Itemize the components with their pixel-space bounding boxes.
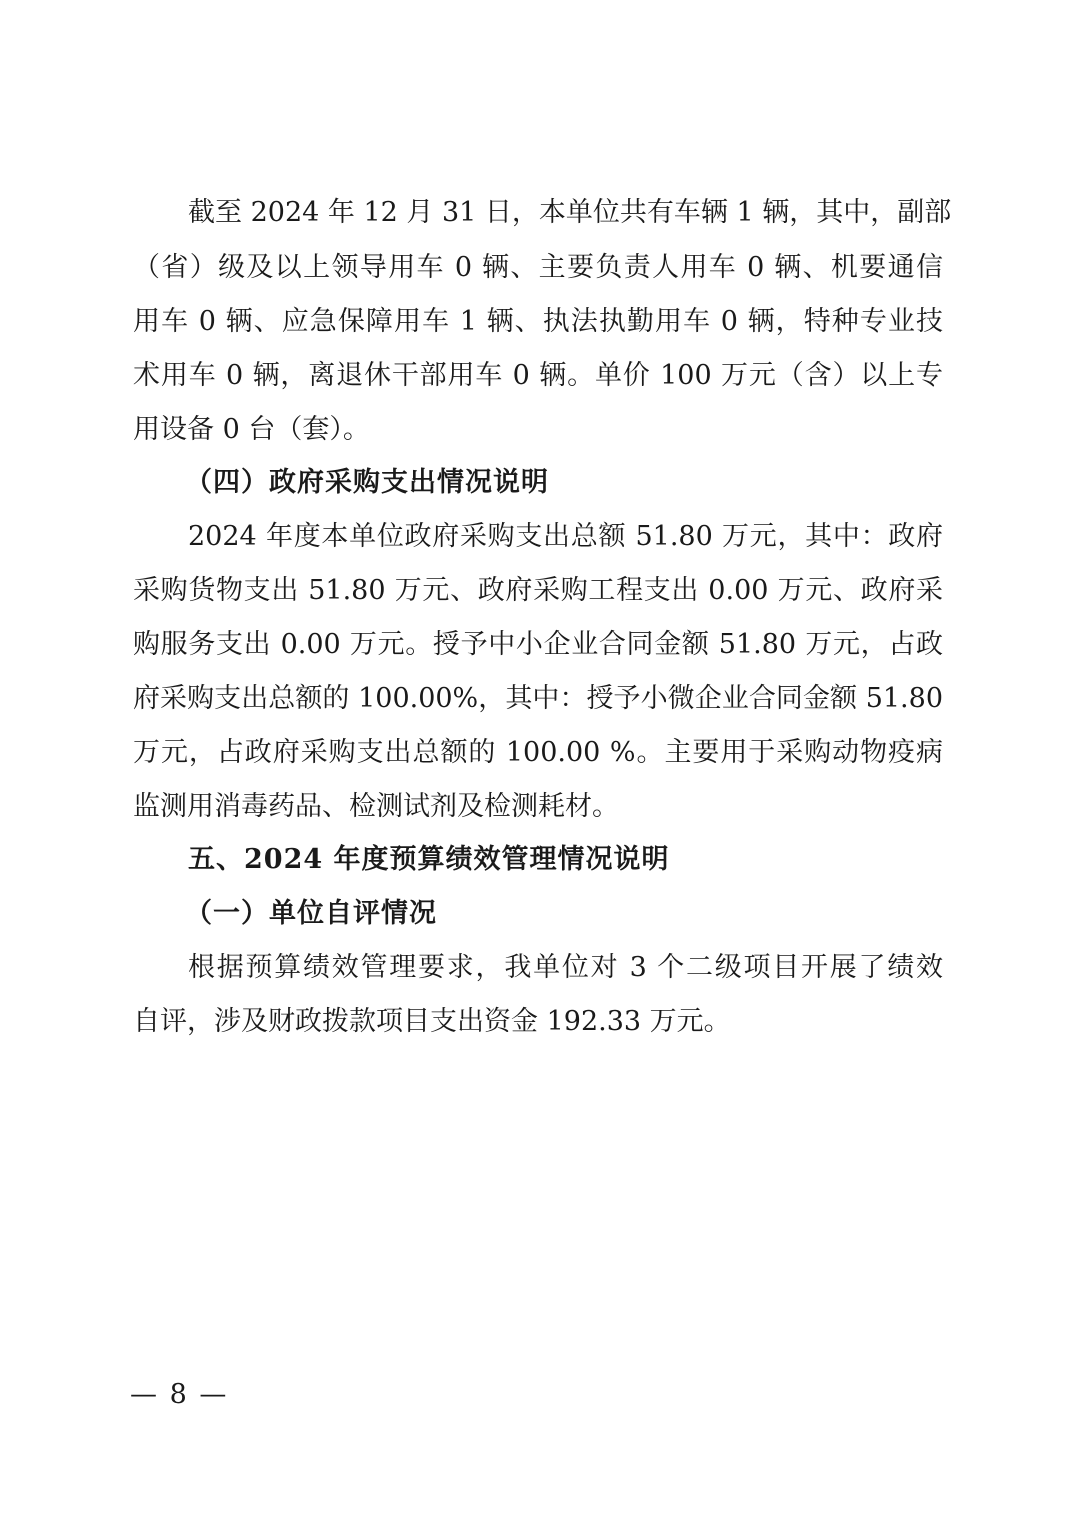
paragraph-line: 自评，涉及财政拨款项目支出资金 192.33 万元。	[133, 1006, 731, 1037]
paragraph-line: （省）级及以上领导用车 0 辆、主要负责人用车 0 辆、机要通信	[133, 252, 943, 283]
paragraph-line: 府采购支出总额的 100.00%，其中：授予小微企业合同金额 51.80	[133, 683, 943, 714]
paragraph-line: 采购货物支出 51.80 万元、政府采购工程支出 0.00 万元、政府采	[133, 575, 943, 606]
paragraph-line: 万元，占政府采购支出总额的 100.00 %。主要用于采购动物疫病	[133, 737, 943, 768]
paragraph-line: 2024 年度本单位政府采购支出总额 51.80 万元，其中：政府	[188, 521, 943, 552]
paragraph-line: 用设备 0 台（套）。	[133, 414, 370, 445]
paragraph-line: 购服务支出 0.00 万元。授予中小企业合同金额 51.80 万元，占政	[133, 629, 943, 660]
paragraph-line: 截至 2024 年 12 月 31 日，本单位共有车辆 1 辆，其中，副部	[188, 197, 952, 228]
page-number: — 8 —	[130, 1379, 229, 1410]
section-heading-self-evaluation: （一）单位自评情况	[185, 898, 437, 929]
paragraph-line: 监测用消毒药品、检测试剂及检测耗材。	[133, 791, 619, 822]
paragraph-line: 用车 0 辆、应急保障用车 1 辆、执法执勤用车 0 辆，特种专业技	[133, 306, 943, 337]
section-heading-five: 五、2024 年度预算绩效管理情况说明	[188, 844, 670, 875]
section-heading-procurement: （四）政府采购支出情况说明	[185, 467, 549, 498]
paragraph-line: 术用车 0 辆，离退休干部用车 0 辆。单价 100 万元（含）以上专	[133, 360, 943, 391]
paragraph-line: 根据预算绩效管理要求，我单位对 3 个二级项目开展了绩效	[188, 952, 943, 983]
